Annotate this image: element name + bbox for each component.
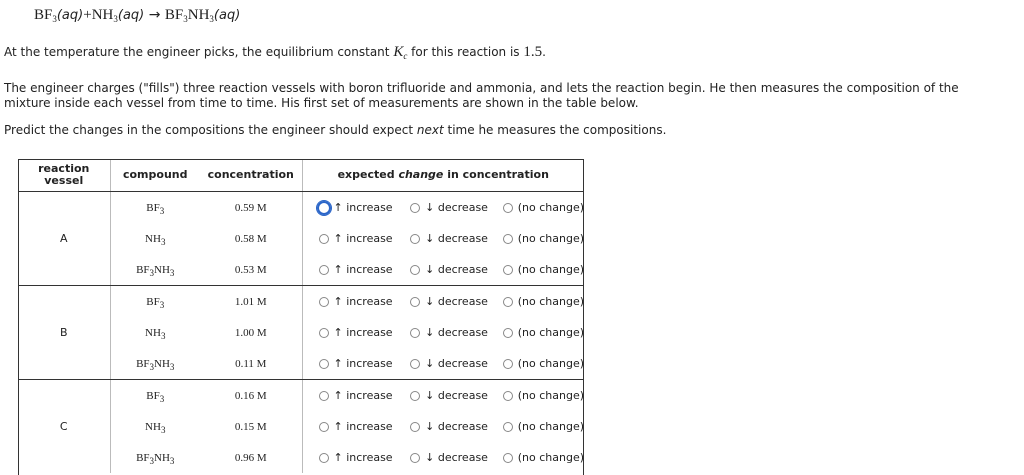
- formula-text: BF: [146, 295, 160, 308]
- option-label: ↓ decrease: [425, 263, 488, 276]
- radio-button[interactable]: [317, 201, 331, 215]
- formula-text: NH: [145, 232, 161, 245]
- option-decrease[interactable]: [410, 263, 503, 276]
- table-header-row: [18, 159, 584, 192]
- option-label: (no change): [517, 326, 584, 339]
- concentration-value: 1.00 M: [200, 317, 302, 348]
- option-increase[interactable]: [319, 263, 411, 276]
- radio-group: [303, 263, 585, 276]
- formula-text: NH: [91, 7, 114, 23]
- reactant-bf3: [34, 7, 57, 23]
- radio-button[interactable]: [319, 422, 329, 432]
- vessel-label: C: [18, 380, 110, 474]
- compound-formula: [110, 411, 200, 442]
- header-expected-change: [302, 159, 584, 192]
- subscript: 3: [183, 14, 188, 24]
- compound-formula: [110, 442, 200, 473]
- option-increase[interactable]: [319, 326, 411, 339]
- subscript: 3: [159, 299, 165, 310]
- option-label: (no change): [517, 451, 584, 464]
- reaction-equation: [34, 7, 240, 24]
- option-label: ↓ decrease: [425, 201, 488, 214]
- text: .: [542, 45, 546, 59]
- radio-button[interactable]: [410, 328, 420, 338]
- subscript: 3: [169, 361, 175, 372]
- radio-button[interactable]: [410, 422, 420, 432]
- subscript: 3: [160, 424, 166, 435]
- option-nochange[interactable]: [503, 451, 584, 464]
- radio-group: [303, 201, 585, 215]
- option-nochange[interactable]: [503, 295, 584, 308]
- formula-text: NH: [145, 420, 161, 433]
- option-decrease[interactable]: [410, 451, 503, 464]
- subscript: 3: [149, 267, 155, 278]
- subscript: 3: [149, 455, 155, 466]
- header-compound: compound: [110, 159, 200, 192]
- option-increase[interactable]: [319, 295, 411, 308]
- concentration-value: 0.58 M: [200, 223, 302, 254]
- option-label: (no change): [517, 263, 584, 276]
- text: K: [393, 44, 404, 60]
- option-label: ↑ increase: [333, 295, 393, 308]
- subscript: c: [403, 51, 408, 61]
- compound-formula: [110, 380, 200, 412]
- option-increase[interactable]: [319, 232, 411, 245]
- reaction-arrow-icon: →: [148, 7, 161, 23]
- instruction-paragraph: [4, 123, 1004, 138]
- product-bf3nh3: [165, 7, 214, 23]
- option-label: ↑ increase: [333, 201, 393, 214]
- option-increase[interactable]: [319, 201, 411, 215]
- option-decrease[interactable]: [410, 389, 503, 402]
- option-decrease[interactable]: [410, 232, 503, 245]
- radio-button[interactable]: [503, 234, 513, 244]
- compound-formula: [110, 254, 200, 286]
- radio-group: [303, 232, 585, 245]
- subscript: 3: [149, 361, 155, 372]
- composition-table: [18, 159, 584, 473]
- option-label: ↑ increase: [333, 326, 393, 339]
- vessel-label: A: [18, 192, 110, 286]
- option-nochange[interactable]: [503, 326, 584, 339]
- radio-group: [303, 451, 585, 464]
- radio-button[interactable]: [410, 234, 420, 244]
- radio-group: [303, 357, 585, 370]
- change-options: [302, 348, 584, 380]
- text: in concentration: [443, 168, 549, 181]
- option-nochange[interactable]: [503, 389, 584, 402]
- compound-formula: [110, 286, 200, 318]
- subscript: 3: [169, 267, 175, 278]
- option-label: ↓ decrease: [425, 357, 488, 370]
- change-options: [302, 223, 584, 254]
- option-nochange[interactable]: [503, 357, 584, 370]
- formula-text: BF: [34, 7, 53, 23]
- radio-button[interactable]: [503, 297, 513, 307]
- plus-sign: +: [83, 7, 92, 23]
- reactant-nh3: [92, 7, 118, 23]
- option-nochange[interactable]: [503, 232, 584, 245]
- phase-label: (aq): [117, 8, 145, 23]
- option-label: ↑ increase: [333, 451, 393, 464]
- radio-button[interactable]: [319, 234, 329, 244]
- change-options: [302, 286, 584, 318]
- formula-text: BF: [164, 7, 184, 23]
- subscript: 3: [169, 455, 175, 466]
- radio-button[interactable]: [410, 297, 420, 307]
- radio-button[interactable]: [319, 453, 329, 463]
- radio-button[interactable]: [503, 391, 513, 401]
- text: Predict the changes in the compositions the engineer should expect: [4, 123, 417, 137]
- subscript: 3: [160, 236, 166, 247]
- radio-group: [303, 420, 585, 433]
- option-nochange[interactable]: [503, 263, 584, 276]
- table-row: [18, 286, 584, 318]
- subscript: 3: [52, 14, 57, 24]
- option-label: ↑ increase: [333, 420, 393, 433]
- radio-group: [303, 295, 585, 308]
- concentration-value: 0.11 M: [200, 348, 302, 380]
- radio-group: [303, 389, 585, 402]
- header-vessel: [18, 159, 110, 192]
- header-concentration: concentration: [200, 159, 302, 192]
- subscript: 3: [159, 393, 165, 404]
- emphasis-text: change: [398, 168, 444, 181]
- option-label: ↑ increase: [333, 357, 393, 370]
- option-label: (no change): [517, 420, 584, 433]
- formula-text: BF: [146, 201, 160, 214]
- option-label: (no change): [517, 232, 584, 245]
- radio-button[interactable]: [503, 265, 513, 275]
- text: expected: [337, 168, 399, 181]
- radio-group: [303, 326, 585, 339]
- radio-button[interactable]: [319, 297, 329, 307]
- subscript: 3: [209, 14, 214, 24]
- formula-text: NH: [154, 357, 170, 370]
- radio-button[interactable]: [319, 328, 329, 338]
- change-options: [302, 254, 584, 286]
- formula-text: BF: [136, 451, 150, 464]
- compound-formula: [110, 192, 200, 224]
- change-options: [302, 380, 584, 412]
- subscript: 3: [160, 330, 166, 341]
- option-label: (no change): [517, 295, 584, 308]
- option-label: ↓ decrease: [425, 420, 488, 433]
- option-increase[interactable]: [319, 451, 411, 464]
- subscript: 3: [159, 205, 165, 216]
- option-decrease[interactable]: [410, 326, 503, 339]
- radio-button[interactable]: [503, 203, 513, 213]
- concentration-value: 0.59 M: [200, 192, 302, 224]
- option-increase[interactable]: [319, 357, 411, 370]
- formula-text: BF: [136, 357, 150, 370]
- option-nochange[interactable]: [503, 420, 584, 433]
- option-decrease[interactable]: [410, 357, 503, 370]
- emphasis-text: next: [416, 123, 444, 137]
- option-label: ↑ increase: [333, 263, 393, 276]
- table-row: [18, 380, 584, 412]
- text: reaction vessel: [38, 162, 90, 187]
- change-options: [302, 317, 584, 348]
- setup-paragraph: The engineer charges ("fills") three reaction vessels with boron trifluoride and ammonia, and lets the reaction begin. He then measures the composition of the mixture inside each vessel from time to time. His first set of measurements are shown in the table below.: [4, 81, 959, 110]
- radio-button[interactable]: [503, 453, 513, 463]
- vessel-label: B: [18, 286, 110, 380]
- text: At the temperature the engineer picks, the equilibrium constant: [4, 45, 394, 59]
- radio-button[interactable]: [503, 359, 513, 369]
- radio-button[interactable]: [319, 391, 329, 401]
- change-options: [302, 411, 584, 442]
- option-label: ↑ increase: [333, 232, 393, 245]
- text: for this reaction is: [407, 45, 524, 59]
- radio-button[interactable]: [503, 422, 513, 432]
- radio-button[interactable]: [319, 265, 329, 275]
- option-label: ↓ decrease: [425, 451, 488, 464]
- option-label: ↓ decrease: [425, 389, 488, 402]
- change-options: [302, 442, 584, 473]
- option-label: (no change): [517, 357, 584, 370]
- compound-formula: [110, 317, 200, 348]
- formula-text: BF: [146, 389, 160, 402]
- table-row: [18, 192, 584, 224]
- option-increase[interactable]: [319, 420, 411, 433]
- option-decrease[interactable]: [410, 420, 503, 433]
- radio-button[interactable]: [503, 328, 513, 338]
- change-options: [302, 192, 584, 224]
- compound-formula: [110, 223, 200, 254]
- formula-text: NH: [145, 326, 161, 339]
- option-label: ↑ increase: [333, 389, 393, 402]
- concentration-value: 0.96 M: [200, 442, 302, 473]
- option-label: (no change): [517, 389, 584, 402]
- radio-button[interactable]: [410, 453, 420, 463]
- radio-button[interactable]: [410, 359, 420, 369]
- text: time he measures the compositions.: [443, 123, 667, 137]
- concentration-value: 0.16 M: [200, 380, 302, 412]
- option-decrease[interactable]: [410, 295, 503, 308]
- equilibrium-constant-text: [4, 45, 1004, 60]
- option-label: ↓ decrease: [425, 295, 488, 308]
- radio-button[interactable]: [410, 265, 420, 275]
- concentration-value: 1.01 M: [200, 286, 302, 318]
- option-nochange[interactable]: [503, 201, 584, 214]
- phase-label: (aq): [213, 8, 241, 23]
- formula-text: NH: [154, 451, 170, 464]
- concentration-value: 0.15 M: [200, 411, 302, 442]
- kc-symbol: [393, 44, 407, 60]
- radio-button[interactable]: [410, 203, 420, 213]
- formula-text: BF: [136, 263, 150, 276]
- formula-text: NH: [154, 263, 170, 276]
- compound-formula: [110, 348, 200, 380]
- kc-value: 1.5: [523, 44, 543, 60]
- phase-label: (aq): [56, 8, 84, 23]
- option-label: ↓ decrease: [425, 232, 488, 245]
- concentration-value: 0.53 M: [200, 254, 302, 286]
- radio-button[interactable]: [410, 391, 420, 401]
- option-label: ↓ decrease: [425, 326, 488, 339]
- subscript: 3: [113, 14, 118, 24]
- radio-button[interactable]: [319, 359, 329, 369]
- option-increase[interactable]: [319, 389, 411, 402]
- option-decrease[interactable]: [410, 201, 503, 214]
- option-label: (no change): [517, 201, 584, 214]
- formula-text: NH: [187, 7, 210, 23]
